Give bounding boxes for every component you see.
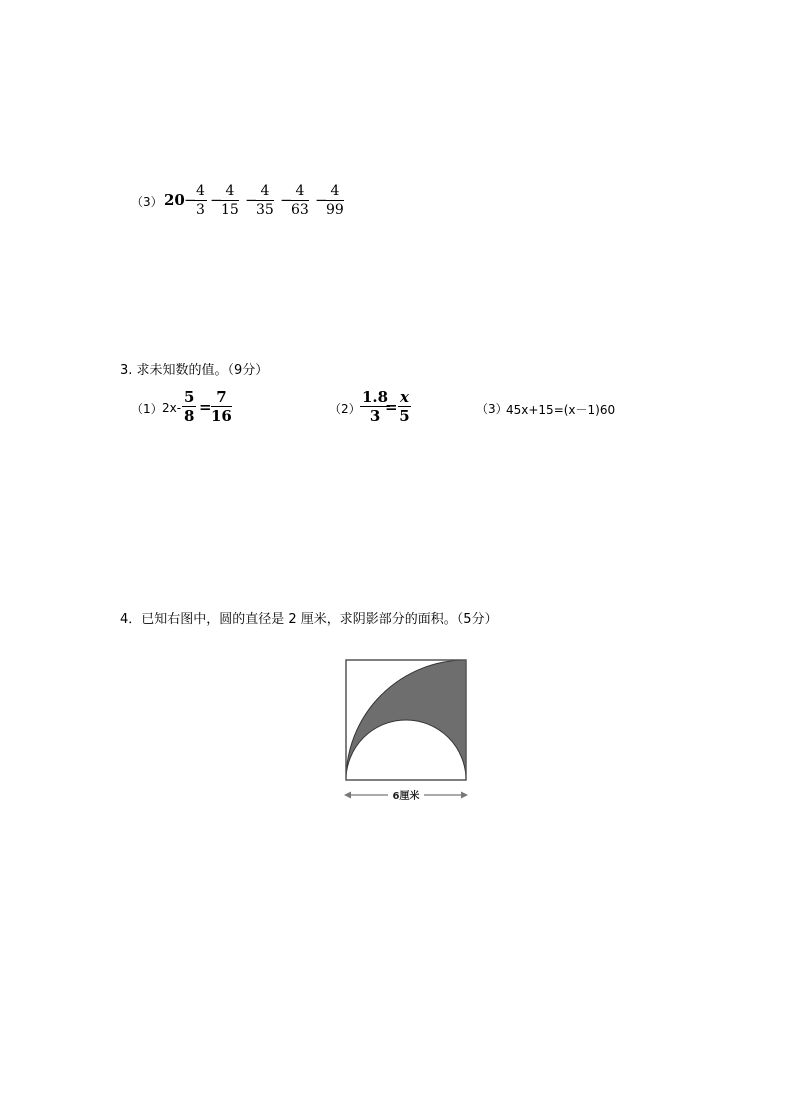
minus-sign: − [245, 191, 258, 209]
minus-sign: − [280, 191, 293, 209]
equals-sign: = [385, 398, 398, 416]
arrow-left-icon [344, 792, 351, 799]
part1-fraction-1: 5 8 [184, 388, 195, 425]
minus-sign: − [210, 191, 223, 209]
fraction-3: 4 35 [256, 183, 274, 218]
part-label: （3） [131, 195, 163, 209]
minus-sign: − [315, 191, 328, 209]
problem3-title: 3. 求未知数的值。（9分） [120, 363, 269, 378]
part3-equation: 45x+15=(x－1)60 [506, 403, 616, 417]
fraction-5: 4 99 [326, 183, 344, 218]
arrow-right-icon [461, 792, 468, 799]
part1-label: （1） [131, 402, 163, 416]
equals-sign: = [199, 398, 212, 416]
minus-sign: − [184, 191, 197, 209]
fraction-2: 4 15 [221, 183, 239, 218]
dimension-label: 6厘米 [392, 791, 420, 802]
lead-number: 20 [164, 191, 185, 209]
shaded-region [346, 660, 466, 780]
part2-fraction-1: 1.8 3 [362, 388, 389, 425]
part1-lead: 2x- [162, 401, 182, 415]
part3-label: （3） [476, 402, 508, 416]
part2-label: （2） [329, 402, 361, 416]
fraction-4: 4 63 [291, 183, 309, 218]
part1-fraction-2: 7 16 [211, 388, 232, 425]
shaded-region-figure [336, 650, 476, 810]
fraction-1: 4 3 [196, 183, 205, 218]
part2-fraction-2: x 5 [399, 388, 410, 425]
problem4-title: 4．已知右图中，圆的直径是 2 厘米，求阴影部分的面积。（5分） [120, 612, 498, 627]
